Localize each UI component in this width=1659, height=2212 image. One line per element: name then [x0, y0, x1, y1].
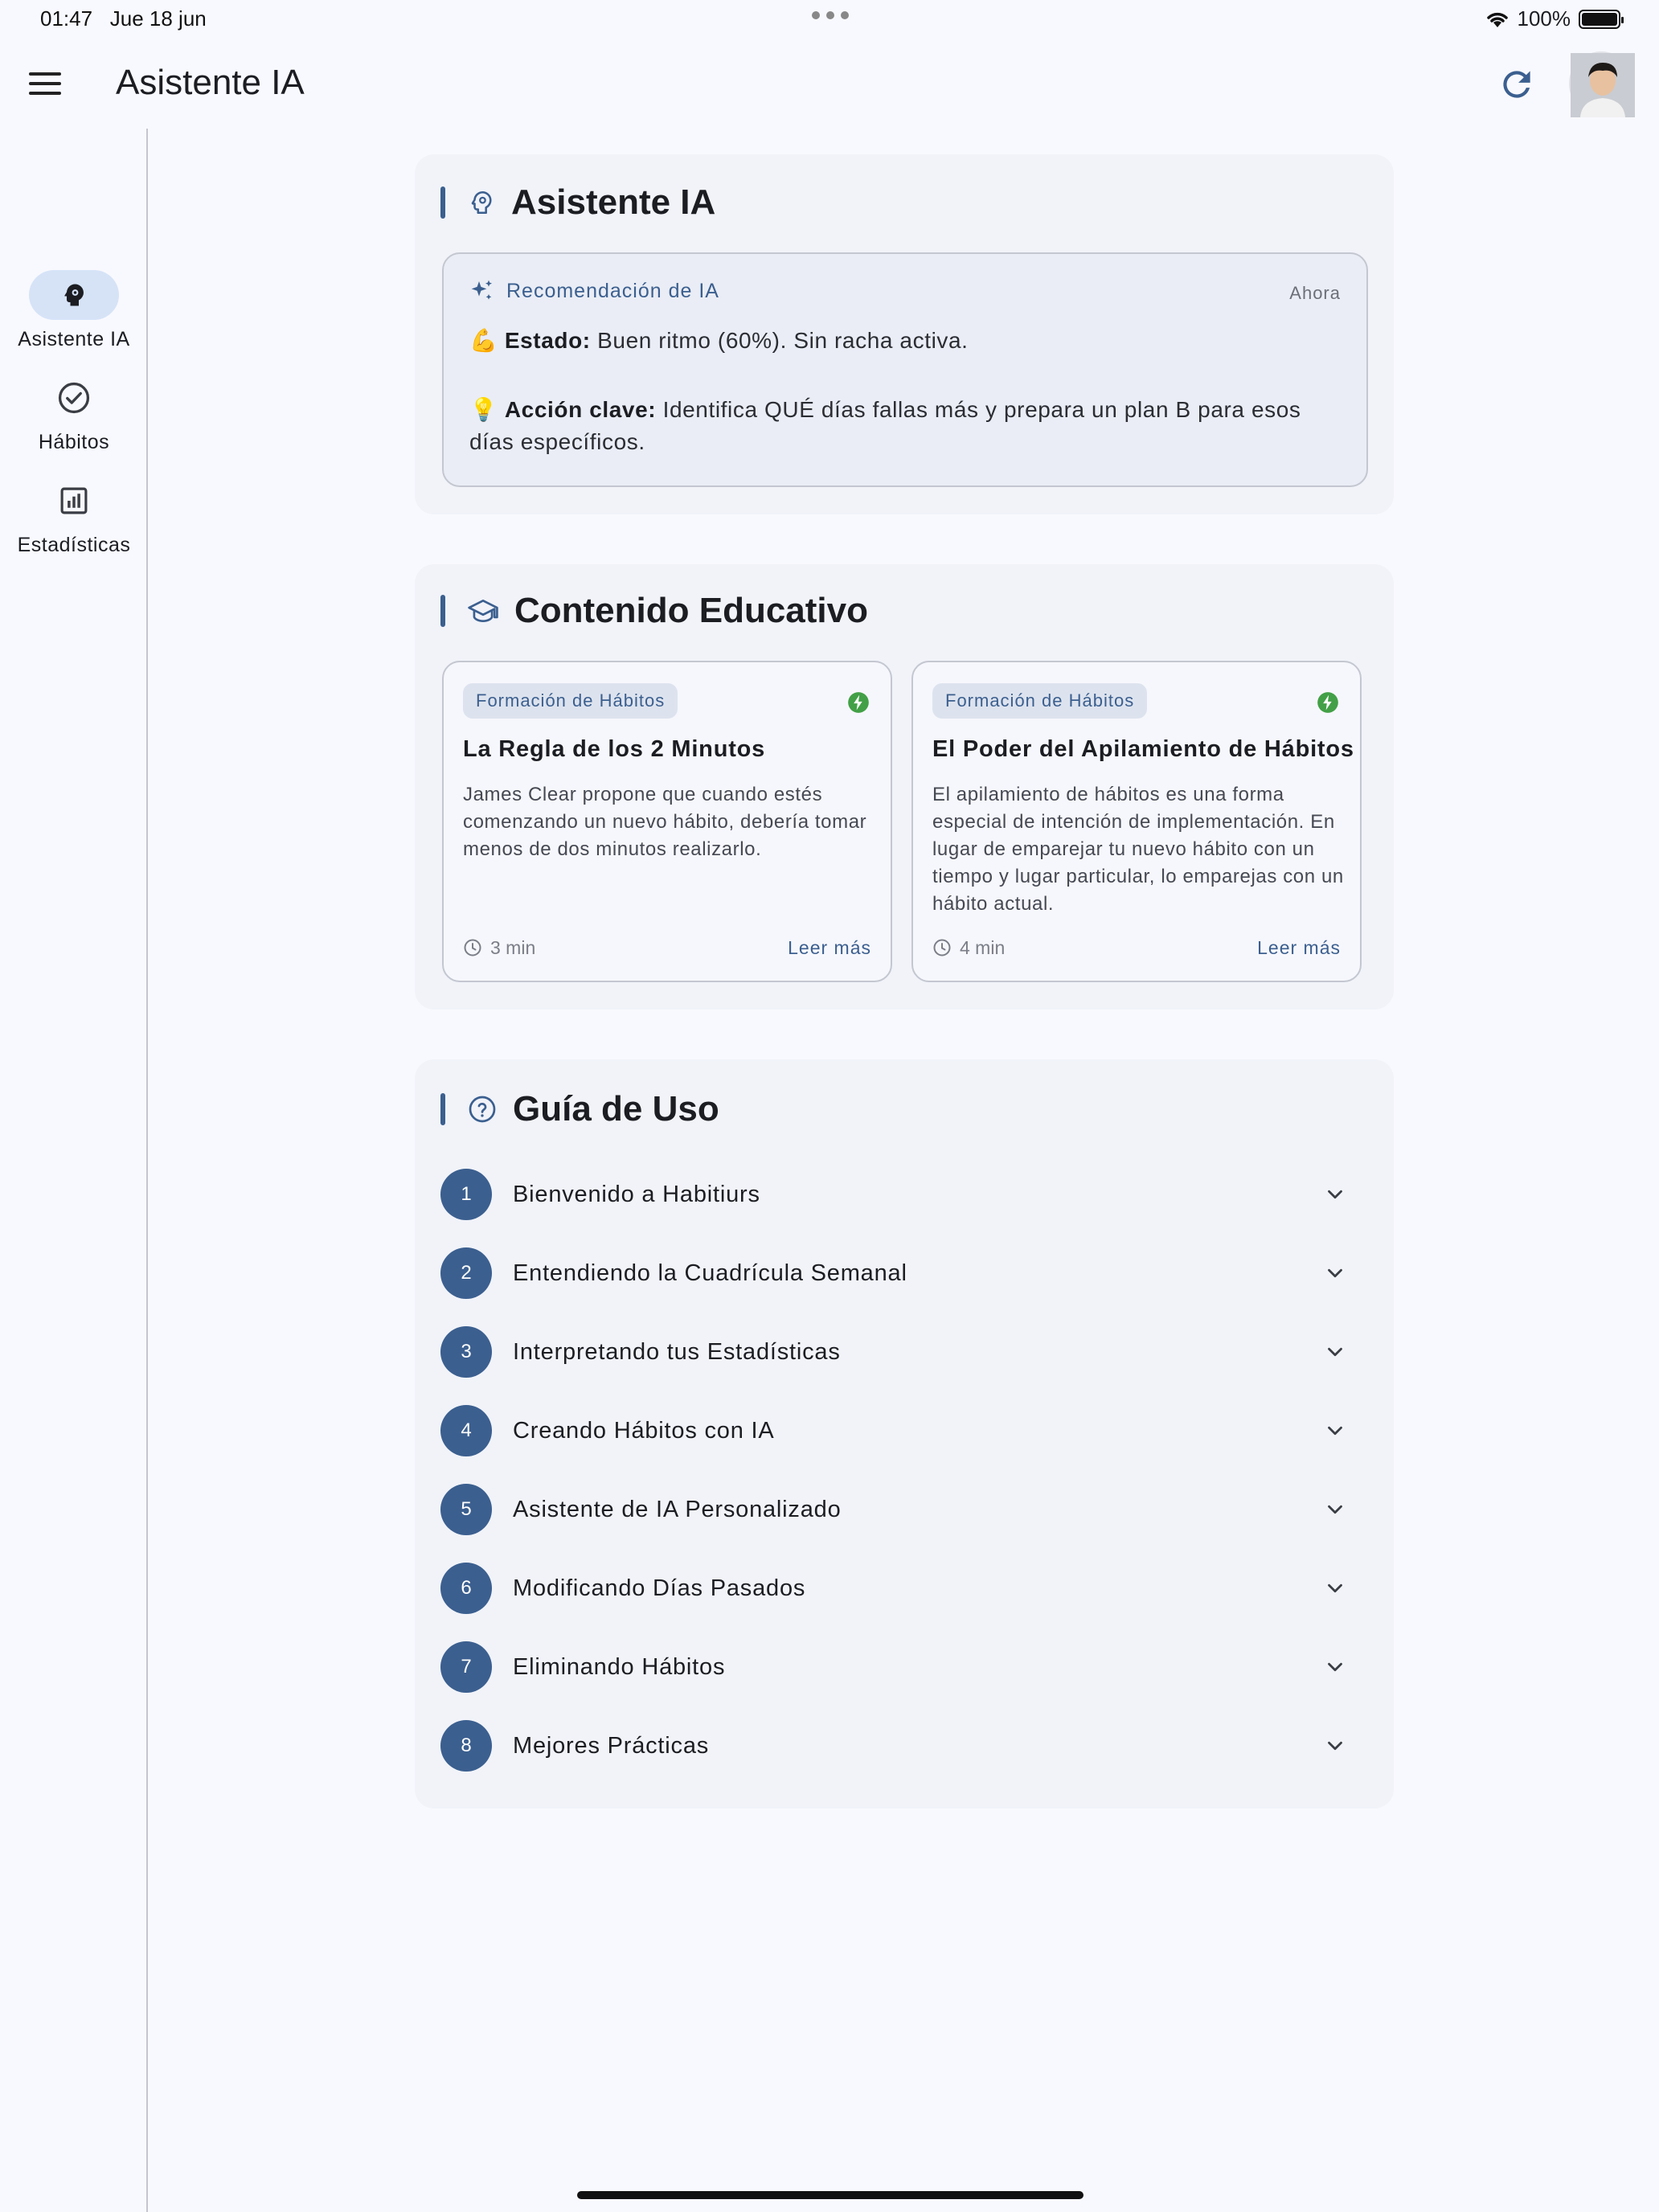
- home-indicator[interactable]: [577, 2191, 1083, 2199]
- guide-item-label: Entendiendo la Cuadrícula Semanal: [513, 1260, 907, 1286]
- guide-item-7[interactable]: [440, 1641, 1366, 1693]
- guide-item-5[interactable]: [440, 1484, 1366, 1535]
- read-more-link[interactable]: Leer más: [788, 936, 871, 958]
- step-number: 5: [440, 1484, 492, 1535]
- rail-item-habitos[interactable]: [0, 373, 148, 454]
- status-time-date: [40, 6, 207, 31]
- step-number: 4: [440, 1405, 492, 1456]
- status-line: [469, 325, 969, 357]
- edu-footer: [463, 934, 871, 961]
- status-right: [1485, 6, 1621, 31]
- status-time: 01:47: [40, 6, 93, 31]
- chevron-down-icon: [1323, 1261, 1347, 1285]
- step-number: 6: [440, 1563, 492, 1614]
- guide-item-label: Modificando Días Pasados: [513, 1575, 806, 1601]
- recommendation-time: Ahora: [1289, 283, 1341, 303]
- guide-item-6[interactable]: [440, 1563, 1366, 1614]
- rail-item-asistente[interactable]: [0, 270, 148, 351]
- category-chip: Formación de Hábitos: [463, 683, 678, 719]
- section-title: Asistente IA: [511, 182, 716, 222]
- education-card: [415, 564, 1394, 1010]
- page-title: Asistente IA: [116, 63, 305, 102]
- section-title: Guía de Uso: [513, 1089, 719, 1129]
- edu-footer: [932, 934, 1341, 961]
- user-photo-icon: [1571, 53, 1635, 117]
- action-text: Identifica QUÉ días fallas más y prepara un plan B para esos: [656, 397, 1301, 422]
- read-time: 4 min: [960, 936, 1006, 958]
- chevron-down-icon: [1323, 1182, 1347, 1206]
- guide-header: [440, 1089, 719, 1129]
- rail-label: Asistente IA: [18, 328, 130, 350]
- guide-card: [415, 1059, 1394, 1809]
- action-key: Acción clave:: [504, 397, 657, 422]
- rail-pill: [29, 373, 119, 423]
- multitasking-dots-icon[interactable]: [812, 11, 849, 19]
- edu-title: La Regla de los 2 Minutos: [463, 736, 766, 762]
- assistant-header: [440, 182, 716, 222]
- bolt-icon: [847, 691, 870, 714]
- guide-item-4[interactable]: [440, 1405, 1366, 1456]
- step-number: 7: [440, 1641, 492, 1693]
- section-accent-bar: [440, 1093, 445, 1125]
- edu-card[interactable]: [911, 661, 1362, 982]
- action-line: [469, 394, 1301, 458]
- refresh-button[interactable]: [1497, 64, 1537, 104]
- guide-item-label: Asistente de IA Personalizado: [513, 1496, 842, 1522]
- guide-item-label: Bienvenido a Habitiurs: [513, 1181, 760, 1207]
- guide-item-label: Creando Hábitos con IA: [513, 1417, 775, 1444]
- edu-description: James Clear propone que cuando estés comenzando un nuevo hábito, debería tomar menos de dos minutos realizarlo.: [463, 784, 867, 860]
- chevron-down-icon: [1323, 1419, 1347, 1443]
- edu-card[interactable]: [442, 661, 892, 982]
- recommendation-box: [442, 252, 1368, 487]
- psychology-icon: [468, 189, 495, 216]
- status-bar: [0, 0, 1659, 39]
- help-circle-icon: [468, 1095, 497, 1124]
- lightbulb-icon: 💡: [469, 397, 498, 422]
- rail-label: Hábitos: [38, 431, 110, 453]
- battery-percent: 100%: [1517, 6, 1571, 31]
- guide-item-8[interactable]: [440, 1720, 1366, 1772]
- refresh-icon: [1497, 64, 1537, 104]
- menu-icon[interactable]: [29, 72, 61, 96]
- avatar[interactable]: [1569, 51, 1633, 116]
- category-chip: Formación de Hábitos: [932, 683, 1147, 719]
- status-date: Jue 18 jun: [109, 6, 207, 31]
- rail-pill-active: [29, 270, 119, 320]
- assistant-card: [415, 154, 1394, 514]
- step-number: 8: [440, 1720, 492, 1772]
- guide-item-1[interactable]: [440, 1169, 1366, 1220]
- muscle-icon: 💪: [469, 328, 498, 353]
- edu-description: El apilamiento de hábitos es una forma especial de intención de implementación. En lugar de emparejar tu nuevo hábito con un tiempo y lugar particular, lo emparejas con un hábito actual.: [932, 784, 1344, 915]
- rail-label: Estadísticas: [17, 534, 131, 556]
- status-text: Buen ritmo (60%). Sin racha activa.: [590, 328, 969, 353]
- recommendation-label: Recomendación de IA: [506, 279, 719, 302]
- chevron-down-icon: [1323, 1340, 1347, 1364]
- read-time: 3 min: [490, 936, 536, 958]
- guide-item-2[interactable]: [440, 1247, 1366, 1299]
- navigation-rail: [0, 129, 148, 2212]
- rail-item-estadisticas[interactable]: [0, 476, 148, 557]
- guide-item-label: Interpretando tus Estadísticas: [513, 1338, 841, 1365]
- guide-item-3[interactable]: [440, 1326, 1366, 1378]
- chevron-down-icon: [1323, 1576, 1347, 1600]
- section-accent-bar: [440, 595, 445, 627]
- battery-icon: [1579, 10, 1620, 29]
- chevron-down-icon: [1323, 1497, 1347, 1522]
- recommendation-header: [469, 278, 719, 304]
- step-number: 3: [440, 1326, 492, 1378]
- bar-chart-icon: [57, 484, 91, 518]
- section-title: Contenido Educativo: [514, 591, 868, 630]
- guide-item-label: Mejores Prácticas: [513, 1732, 710, 1759]
- clock-icon: [932, 938, 952, 957]
- sparkle-icon: [469, 278, 495, 304]
- clock-icon: [463, 938, 482, 957]
- rail-pill: [29, 476, 119, 526]
- check-circle-icon: [56, 380, 92, 416]
- chevron-down-icon: [1323, 1734, 1347, 1758]
- status-key: Estado:: [504, 328, 591, 353]
- step-number: 2: [440, 1247, 492, 1299]
- education-header: [440, 593, 868, 629]
- wifi-icon: [1485, 10, 1509, 29]
- edu-title: El Poder del Apilamiento de Hábitos: [932, 736, 1354, 762]
- brain-gear-icon: [59, 281, 88, 309]
- step-number: 1: [440, 1169, 492, 1220]
- chevron-down-icon: [1323, 1655, 1347, 1679]
- guide-item-label: Eliminando Hábitos: [513, 1653, 726, 1680]
- section-accent-bar: [440, 186, 445, 219]
- app-bar: [0, 48, 1659, 121]
- school-icon: [468, 596, 498, 626]
- bolt-icon: [1317, 691, 1339, 714]
- read-more-link[interactable]: Leer más: [1257, 936, 1341, 958]
- action-text-2: días específicos.: [469, 429, 645, 454]
